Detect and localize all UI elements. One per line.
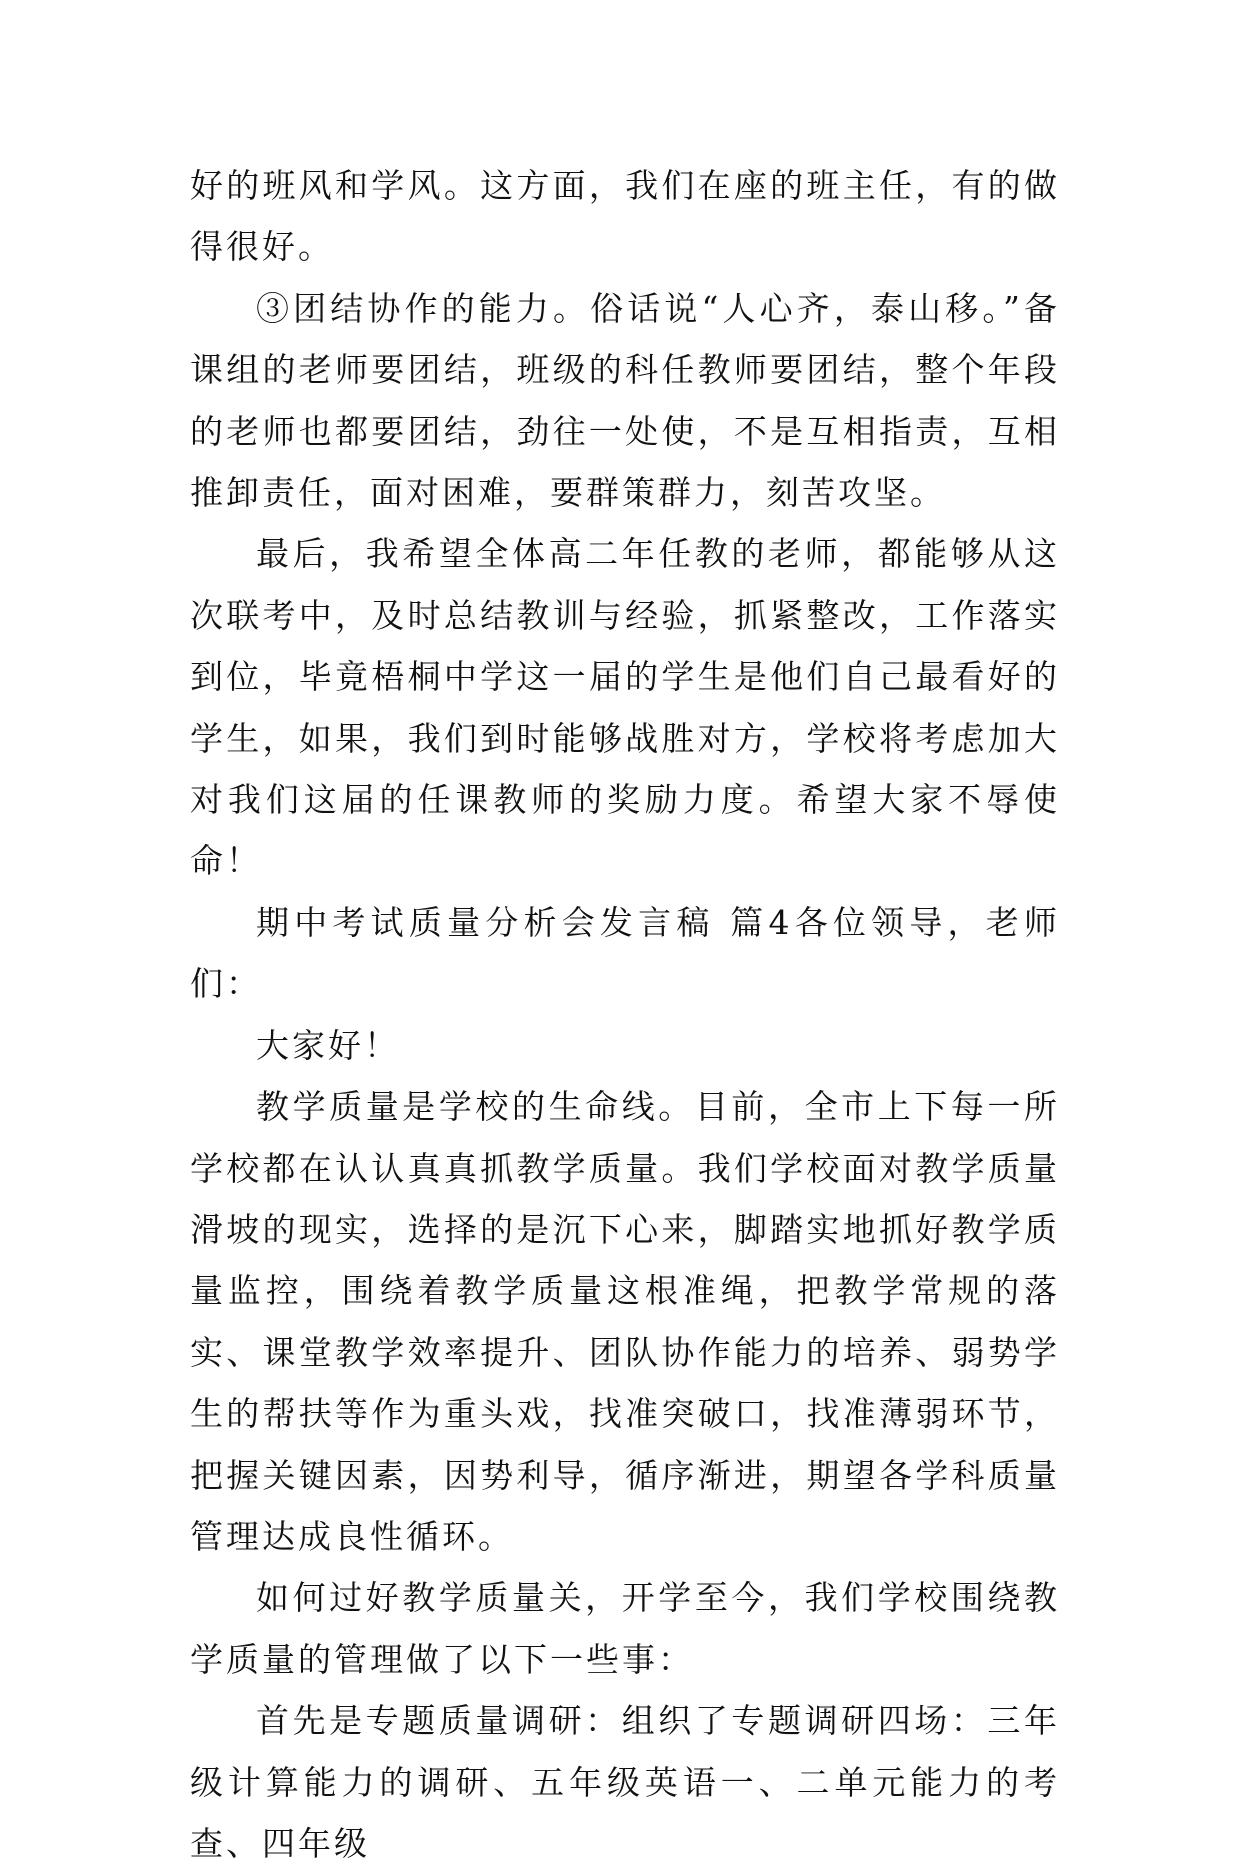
document-body — [190, 155, 1060, 1874]
paragraph-5-greeting: 大家好！ — [256, 1025, 400, 1065]
paragraph-3: 最后，我希望全体高二年任教的老师，都能够从这次联考中，及时总结教训与经验，抓紧整改，工作落实到位，毕竟梧桐中学这一届的学生是他们自己最看好的学生，如果，我们到时能够战胜对方，学校将考虑加大对我们这届的任课教师的奖励力度。希望大家不辱使命！ — [190, 534, 1060, 881]
paragraph-1: 好的班风和学风。这方面，我们在座的班主任，有的做得很好。 — [190, 166, 1060, 267]
paragraph-6: 教学质量是学校的生命线。目前，全市上下每一所学校都在认认真真抓教学质量。我们学校面对教学质量滑坡的现实，选择的是沉下心来，脚踏实地抓好教学质量监控，围绕着教学质量这根准绳，把教学常规的落实、课堂教学效率提升、团队协作能力的培养、弱势学生的帮扶等作为重头戏，找准突破口，找准薄弱环节，把握关键因素，因势利导，循序渐进，期望各学科质量管理达成良性循环。 — [190, 1087, 1060, 1556]
paragraph-8: 首先是专题质量调研：组织了专题调研四场：三年级计算能力的调研、五年级英语一、二单元能力的考查、四年级 — [190, 1701, 1060, 1863]
paragraph-4-speech-heading: 期中考试质量分析会发言稿 篇4各位领导，老师们： — [190, 902, 1060, 1004]
paragraph-2: ③团结协作的能力。俗话说“人心齐，泰山移。”备课组的老师要团结，班级的科任教师要团结，整个年段的老师也都要团结，劲往一处使，不是互相指责，互相推卸责任，面对困难，要群策群力，刻苦攻坚。 — [190, 288, 1060, 513]
paragraph-7: 如何过好教学质量关，开学至今，我们学校围绕教学质量的管理做了以下一些事： — [190, 1578, 1060, 1679]
